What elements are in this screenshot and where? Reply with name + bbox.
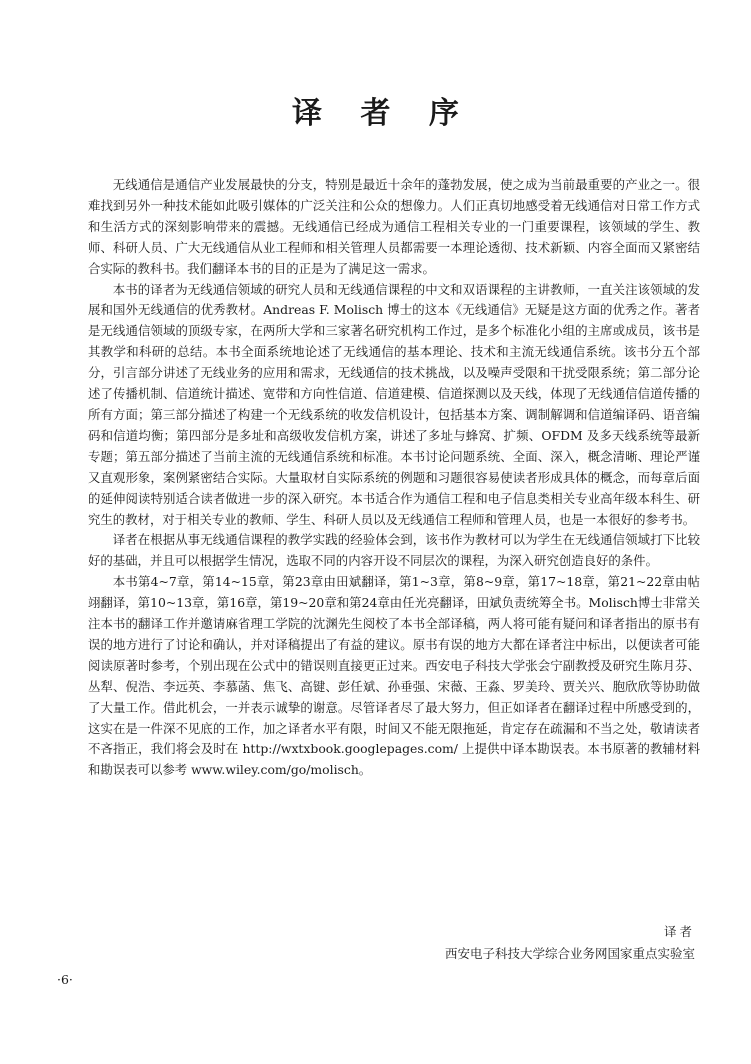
page-title: 译 者 序 xyxy=(292,96,473,131)
paragraph: 译者在根据从事无线通信课程的教学实践的经验体会到，该书作为教材可以为学生在无线通信领域打下比较好的基础，并且可以根据学生情况，选取不同的内容开设不同层次的课程，为深入研究创造良好的条件。 xyxy=(88,532,700,569)
page-number: ·6· xyxy=(57,972,73,987)
paragraph: 本书的译者为无线通信领域的研究人员和无线通信课程的中文和双语课程的主讲教师，一直关注该领域的发展和国外无线通信的优秀教材。Andreas F. Molisch 博士的这本《无线通信》无疑是这方面的优秀之作。著者是无线通信领域的顶级专家，在两所大学和三家著名研究机构工作过，是多个标准化小组的主席或成员，该书是其教学和科研的总结。本书全面系统地论述了无线通信的基本理论、技术和主流无线通信系统。该书分五个部分，引言部分讲述了无线业务的应用和需求，无线通信的技术挑战，以及噪声受限和干扰受限系统；第二部分论述了传播机制、信道统计描述、宽带和方向性信道、信道建模、信道探测以及天线，体现了无线通信信道传播的所有方面；第三部分描述了构建一个无线系统的收发信机设计，包括基本方案、调制解调和信道编译码、语音编码和信道均衡；第四部分是多址和高级收发信机方案，讲述了多址与蜂窝、扩频、OFDM 及多天线系统等最新专题；第五部分描述了当前主流的无线通信系统和标准。本书讨论问题系统、全面、深入，概念清晰、理论严谨又直观形象，案例紧密结合实际。大量取材自实际系统的例题和习题很容易使读者形成具体的概念，而每章后面的延伸阅读特别适合读者做进一步的深入研究。本书适合作为通信工程和电子信息类相关专业高年级本科生、研究生的教材，对于相关专业的教师、学生、科研人员以及无线通信工程师和管理人员，也是一本很好的参考书。 xyxy=(88,281,700,527)
signature-organization: 西安电子科技大学综合业务网国家重点实验室 xyxy=(444,946,695,961)
preface-body xyxy=(88,175,700,781)
paragraph: 无线通信是通信产业发展最快的分支，特别是最近十余年的蓬勃发展，使之成为当前最重要的产业之一。很难找到另外一种技术能如此吸引媒体的广泛关注和公众的想像力。人们正真切地感受着无线通信对日常工作方式和生活方式的深刻影响带来的震撼。无线通信已经成为通信工程相关专业的一门重要课程，该领域的学生、教师、科研人员、广大无线通信从业工程师和相关管理人员都需要一本理论透彻、技术新颖、内容全面而又紧密结合实际的教科书。我们翻译本书的目的正是为了满足这一需求。 xyxy=(88,177,700,276)
signature-name: 译者 xyxy=(663,924,695,939)
paragraph: 本书第4~7章，第14~15章，第23章由田斌翻译，第1~3章，第8~9章，第17~18章，第21~22章由帖翊翻译，第10~13章，第16章，第19~20章和第24章由任光亮翻译，田斌负责统筹全书。Molisch博士非常关注本书的翻译工作并邀请麻省理工学院的沈渊先生阅校了本书全部译稿，两人将可能有疑问和译者指出的原书有误的地方进行了讨论和确认，并对译稿提出了有益的建议。原书有误的地方大都在译者注中标出，以便读者可能阅读原著时参考，个别出现在公式中的错误则直接更正过来。西安电子科技大学张会宁副教授及研究生陈月芬、丛犁、倪浩、李远英、李慕菡、焦飞、高键、彭任斌、孙垂强、宋薇、王淼、罗美玲、贾关兴、胞欣欣等协助做了大量工作。借此机会，一并表示诚挚的谢意。尽管译者尽了最大努力，但正如译者在翻译过程中所感受到的，这实在是一件深不见底的工作，加之译者水平有限，时间又不能无限拖延，肯定存在疏漏和不当之处，敬请读者不吝指正，我们将会及时在 http://wxtxbook.googlepages.com/ 上提供中译本勘误表。本书原著的教辅材料和勘误表可以参考 www.wiley.com/go/molisch。 xyxy=(88,574,700,778)
